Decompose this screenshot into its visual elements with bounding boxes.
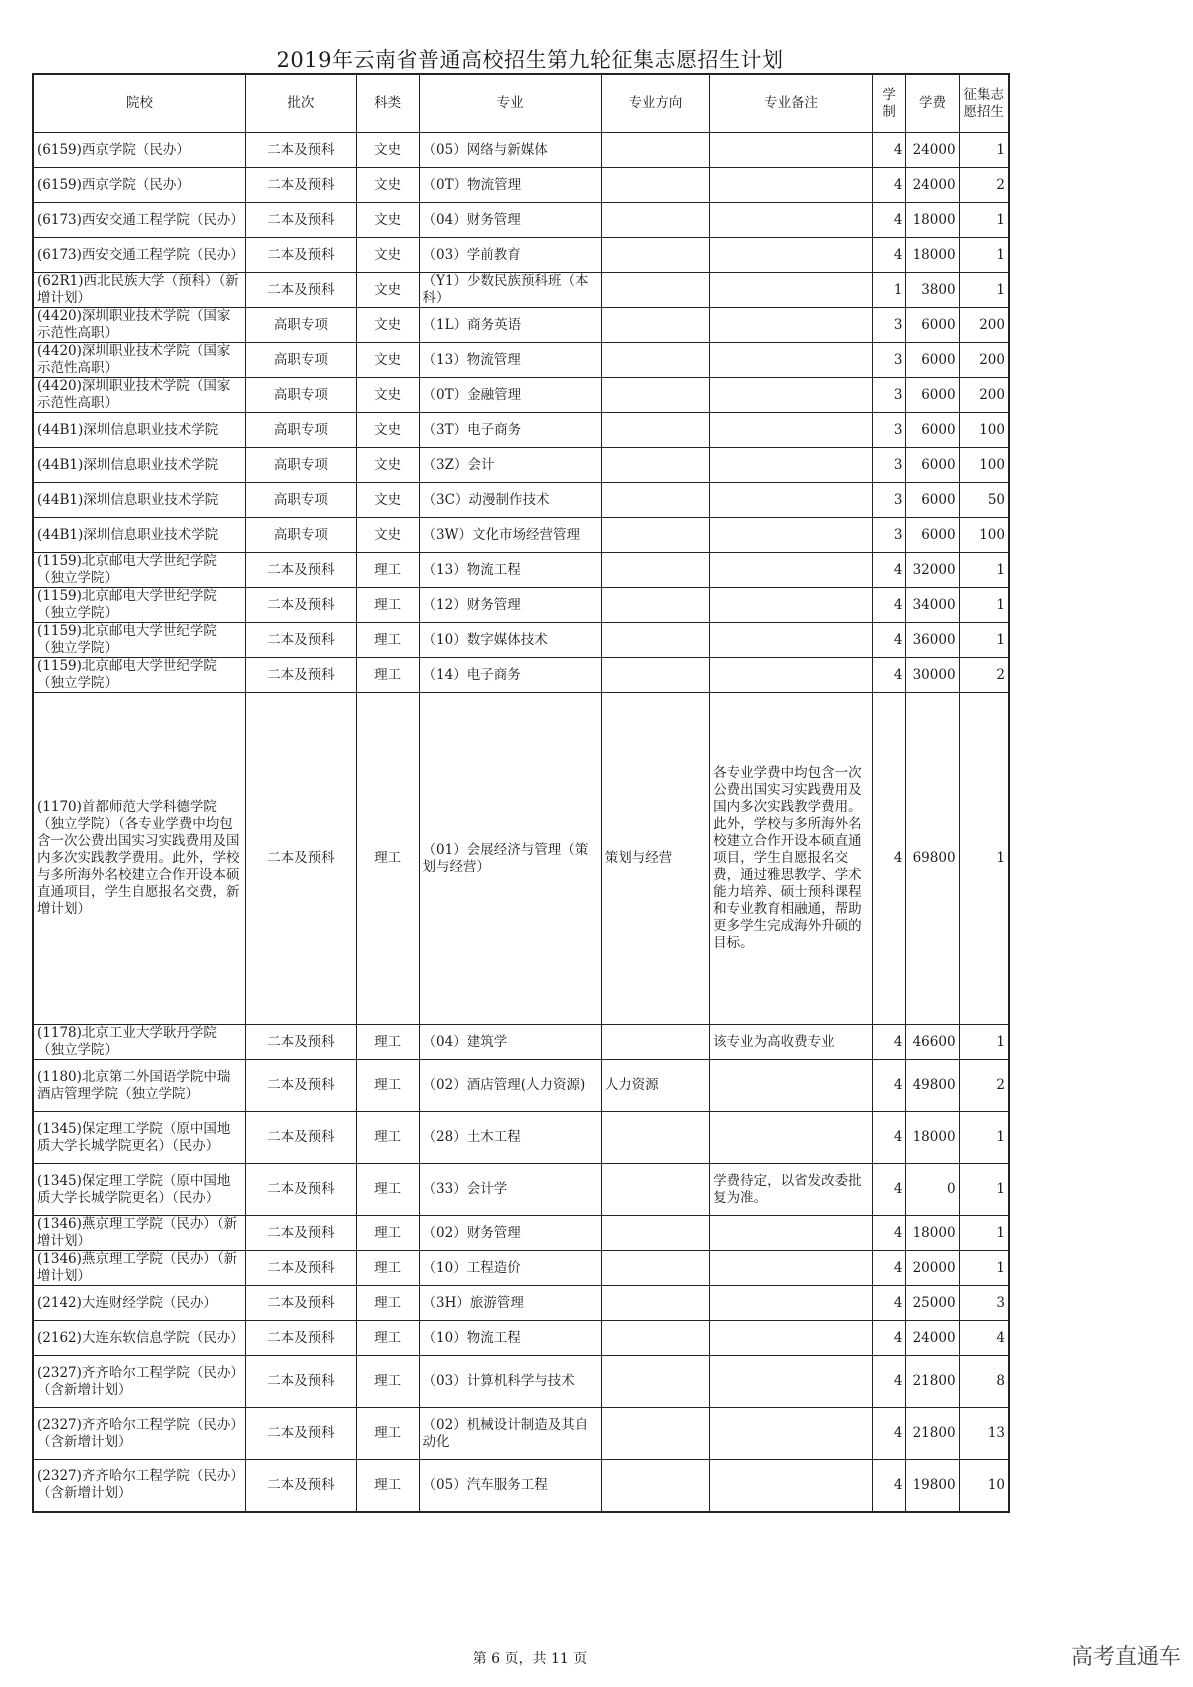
cell-major: （13）物流工程 [419, 553, 601, 588]
cell-fee: 20000 [906, 1251, 959, 1286]
cell-years: 3 [872, 448, 906, 483]
cell-major: （0T）物流管理 [419, 168, 601, 203]
table-row [33, 1460, 1009, 1512]
cell-fee: 3800 [906, 273, 959, 308]
cell-note [710, 378, 873, 413]
cell-count: 2 [959, 168, 1009, 203]
cell-years: 3 [872, 518, 906, 553]
cell-direction [601, 518, 709, 553]
cell-batch: 二本及预科 [246, 658, 357, 693]
cell-fee: 30000 [906, 658, 959, 693]
cell-batch: 高职专项 [246, 378, 357, 413]
cell-category: 文史 [356, 168, 419, 203]
table-body [33, 133, 1009, 1512]
table-row [33, 448, 1009, 483]
table-row [33, 1025, 1009, 1060]
cell-category: 理工 [356, 588, 419, 623]
header-batch: 批次 [246, 74, 357, 133]
cell-school: (4420)深圳职业技术学院（国家示范性高职） [33, 378, 246, 413]
cell-direction [601, 448, 709, 483]
table-row [33, 168, 1009, 203]
cell-years: 4 [872, 623, 906, 658]
table-row [33, 203, 1009, 238]
cell-school: (2162)大连东软信息学院（民办） [33, 1321, 246, 1356]
cell-count: 1 [959, 553, 1009, 588]
cell-count: 100 [959, 448, 1009, 483]
table-row [33, 1060, 1009, 1112]
cell-years: 3 [872, 483, 906, 518]
cell-school: (1159)北京邮电大学世纪学院（独立学院） [33, 658, 246, 693]
cell-school: (44B1)深圳信息职业技术学院 [33, 518, 246, 553]
cell-category: 文史 [356, 343, 419, 378]
cell-direction [601, 308, 709, 343]
cell-batch: 二本及预科 [246, 203, 357, 238]
cell-note [710, 1460, 873, 1512]
cell-category: 理工 [356, 1060, 419, 1112]
cell-batch: 二本及预科 [246, 133, 357, 168]
cell-batch: 二本及预科 [246, 1321, 357, 1356]
cell-major: （03）计算机科学与技术 [419, 1356, 601, 1408]
cell-note [710, 588, 873, 623]
cell-fee: 24000 [906, 168, 959, 203]
cell-batch: 高职专项 [246, 413, 357, 448]
cell-school: (1345)保定理工学院（原中国地质大学长城学院更名）（民办） [33, 1164, 246, 1216]
table-row [33, 1112, 1009, 1164]
table-row [33, 413, 1009, 448]
cell-note [710, 133, 873, 168]
cell-years: 4 [872, 133, 906, 168]
cell-note [710, 448, 873, 483]
cell-category: 文史 [356, 483, 419, 518]
table-row [33, 1408, 1009, 1460]
cell-category: 理工 [356, 693, 419, 1025]
cell-fee: 46600 [906, 1025, 959, 1060]
cell-fee: 18000 [906, 203, 959, 238]
cell-school: (6159)西京学院（民办） [33, 133, 246, 168]
cell-school: (6159)西京学院（民办） [33, 168, 246, 203]
cell-count: 50 [959, 483, 1009, 518]
cell-batch: 高职专项 [246, 518, 357, 553]
cell-school: (1170)首都师范大学科德学院（独立学院）（各专业学费中均包含一次公费出国实习实践费用及国内多次实践教学费用。此外，学校与多所海外名校建立合作开设本硕直通项目，学生自愿报名交费，新增计划） [33, 693, 246, 1025]
cell-years: 4 [872, 588, 906, 623]
cell-note: 各专业学费中均包含一次公费出国实习实践费用及国内多次实践教学费用。此外，学校与多所海外名校建立合作开设本硕直通项目，学生自愿报名交费，通过雅思教学、学术能力培养、硕士预科课程和专业教育相融通，帮助更多学生完成海外升硕的目标。 [710, 693, 873, 1025]
cell-category: 理工 [356, 1321, 419, 1356]
cell-count: 100 [959, 413, 1009, 448]
cell-category: 理工 [356, 1460, 419, 1512]
cell-fee: 6000 [906, 343, 959, 378]
cell-note [710, 1216, 873, 1251]
cell-count: 1 [959, 1164, 1009, 1216]
cell-batch: 二本及预科 [246, 623, 357, 658]
cell-direction [601, 1025, 709, 1060]
cell-major: （02）财务管理 [419, 1216, 601, 1251]
cell-direction [601, 238, 709, 273]
cell-years: 3 [872, 308, 906, 343]
header-direction: 专业方向 [601, 74, 709, 133]
cell-count: 1 [959, 1251, 1009, 1286]
cell-school: (1180)北京第二外国语学院中瑞酒店管理学院（独立学院） [33, 1060, 246, 1112]
cell-category: 理工 [356, 1286, 419, 1321]
cell-school: (1159)北京邮电大学世纪学院（独立学院） [33, 553, 246, 588]
cell-direction [601, 343, 709, 378]
cell-major: （13）物流管理 [419, 343, 601, 378]
cell-direction [601, 1408, 709, 1460]
cell-note [710, 1321, 873, 1356]
cell-direction [601, 378, 709, 413]
table-row [33, 483, 1009, 518]
cell-major: （02）酒店管理(人力资源) [419, 1060, 601, 1112]
cell-category: 理工 [356, 1112, 419, 1164]
cell-school: (4420)深圳职业技术学院（国家示范性高职） [33, 343, 246, 378]
cell-school: (6173)西安交通工程学院（民办） [33, 238, 246, 273]
cell-category: 文史 [356, 238, 419, 273]
cell-years: 4 [872, 1216, 906, 1251]
cell-school: (1346)燕京理工学院（民办）（新增计划） [33, 1216, 246, 1251]
header-note: 专业备注 [710, 74, 873, 133]
cell-category: 理工 [356, 553, 419, 588]
cell-batch: 二本及预科 [246, 588, 357, 623]
cell-years: 4 [872, 1164, 906, 1216]
cell-fee: 36000 [906, 623, 959, 658]
cell-count: 1 [959, 273, 1009, 308]
cell-category: 理工 [356, 1216, 419, 1251]
page-footer: 第 6 页，共 11 页 [472, 1651, 588, 1667]
cell-note [710, 203, 873, 238]
cell-years: 4 [872, 693, 906, 1025]
cell-batch: 二本及预科 [246, 693, 357, 1025]
cell-fee: 24000 [906, 133, 959, 168]
header-major: 专业 [419, 74, 601, 133]
cell-years: 4 [872, 168, 906, 203]
cell-count: 1 [959, 133, 1009, 168]
cell-major: （3T）电子商务 [419, 413, 601, 448]
cell-major: （3W）文化市场经营管理 [419, 518, 601, 553]
cell-fee: 18000 [906, 238, 959, 273]
cell-school: (6173)西安交通工程学院（民办） [33, 203, 246, 238]
cell-category: 理工 [356, 658, 419, 693]
cell-count: 1 [959, 1025, 1009, 1060]
cell-batch: 二本及预科 [246, 273, 357, 308]
cell-note [710, 1060, 873, 1112]
table-row [33, 623, 1009, 658]
cell-batch: 二本及预科 [246, 1164, 357, 1216]
cell-note [710, 658, 873, 693]
header-count: 征集志愿招生 [959, 74, 1009, 133]
cell-years: 4 [872, 1408, 906, 1460]
cell-batch: 二本及预科 [246, 1460, 357, 1512]
cell-fee: 25000 [906, 1286, 959, 1321]
cell-note [710, 308, 873, 343]
cell-batch: 二本及预科 [246, 1060, 357, 1112]
cell-category: 文史 [356, 273, 419, 308]
table-row [33, 1251, 1009, 1286]
cell-direction [601, 1321, 709, 1356]
cell-batch: 二本及预科 [246, 1356, 357, 1408]
cell-fee: 49800 [906, 1060, 959, 1112]
cell-category: 文史 [356, 413, 419, 448]
page-title: 2019年云南省普通高校招生第九轮征集志愿招生计划 [276, 48, 784, 72]
cell-count: 1 [959, 1112, 1009, 1164]
cell-note [710, 1112, 873, 1164]
cell-category: 文史 [356, 308, 419, 343]
cell-direction [601, 1112, 709, 1164]
cell-direction [601, 133, 709, 168]
table-row [33, 518, 1009, 553]
cell-category: 文史 [356, 448, 419, 483]
cell-years: 3 [872, 378, 906, 413]
cell-direction [601, 168, 709, 203]
cell-batch: 二本及预科 [246, 553, 357, 588]
cell-direction [601, 1251, 709, 1286]
cell-fee: 69800 [906, 693, 959, 1025]
table-row [33, 553, 1009, 588]
cell-school: (1346)燕京理工学院（民办）（新增计划） [33, 1251, 246, 1286]
table-row [33, 1216, 1009, 1251]
table-row [33, 1286, 1009, 1321]
cell-major: （3C）动漫制作技术 [419, 483, 601, 518]
cell-school: (4420)深圳职业技术学院（国家示范性高职） [33, 308, 246, 343]
cell-note [710, 413, 873, 448]
cell-years: 4 [872, 1460, 906, 1512]
table-row [33, 308, 1009, 343]
cell-major: （Y1）少数民族预科班（本科） [419, 273, 601, 308]
cell-major: （01）会展经济与管理（策划与经营） [419, 693, 601, 1025]
cell-count: 4 [959, 1321, 1009, 1356]
cell-school: (44B1)深圳信息职业技术学院 [33, 413, 246, 448]
cell-count: 1 [959, 693, 1009, 1025]
cell-major: （3Z）会计 [419, 448, 601, 483]
cell-direction [601, 623, 709, 658]
cell-note [710, 553, 873, 588]
cell-years: 4 [872, 1112, 906, 1164]
cell-note [710, 483, 873, 518]
cell-batch: 高职专项 [246, 343, 357, 378]
cell-batch: 二本及预科 [246, 1286, 357, 1321]
cell-batch: 二本及预科 [246, 1025, 357, 1060]
cell-fee: 18000 [906, 1112, 959, 1164]
cell-batch: 二本及预科 [246, 1112, 357, 1164]
cell-direction [601, 1286, 709, 1321]
cell-batch: 二本及预科 [246, 168, 357, 203]
cell-fee: 6000 [906, 483, 959, 518]
cell-count: 200 [959, 378, 1009, 413]
cell-count: 2 [959, 658, 1009, 693]
cell-school: (1345)保定理工学院（原中国地质大学长城学院更名）（民办） [33, 1112, 246, 1164]
cell-major: （03）学前教育 [419, 238, 601, 273]
cell-school: (62R1)西北民族大学（预科）（新增计划） [33, 273, 246, 308]
cell-major: （05）汽车服务工程 [419, 1460, 601, 1512]
cell-batch: 二本及预科 [246, 1251, 357, 1286]
cell-direction: 策划与经营 [601, 693, 709, 1025]
header-fee: 学费 [906, 74, 959, 133]
cell-batch: 高职专项 [246, 483, 357, 518]
cell-count: 200 [959, 343, 1009, 378]
cell-note [710, 273, 873, 308]
cell-school: (44B1)深圳信息职业技术学院 [33, 483, 246, 518]
cell-years: 3 [872, 413, 906, 448]
cell-count: 13 [959, 1408, 1009, 1460]
cell-count: 200 [959, 308, 1009, 343]
table-row [33, 1164, 1009, 1216]
cell-major: （05）网络与新媒体 [419, 133, 601, 168]
cell-fee: 19800 [906, 1460, 959, 1512]
table-row [33, 343, 1009, 378]
cell-fee: 6000 [906, 518, 959, 553]
cell-count: 3 [959, 1286, 1009, 1321]
cell-category: 理工 [356, 1356, 419, 1408]
cell-direction [601, 588, 709, 623]
cell-note [710, 238, 873, 273]
cell-note [710, 168, 873, 203]
cell-fee: 24000 [906, 1321, 959, 1356]
cell-note [710, 1408, 873, 1460]
cell-major: （10）工程造价 [419, 1251, 601, 1286]
cell-school: (1159)北京邮电大学世纪学院（独立学院） [33, 588, 246, 623]
cell-years: 4 [872, 238, 906, 273]
cell-category: 文史 [356, 203, 419, 238]
table-row [33, 273, 1009, 308]
cell-category: 理工 [356, 1164, 419, 1216]
cell-years: 4 [872, 1060, 906, 1112]
cell-note: 学费待定，以省发改委批复为准。 [710, 1164, 873, 1216]
cell-years: 4 [872, 1321, 906, 1356]
cell-direction [601, 1460, 709, 1512]
cell-fee: 34000 [906, 588, 959, 623]
cell-category: 文史 [356, 378, 419, 413]
cell-note: 该专业为高收费专业 [710, 1025, 873, 1060]
cell-batch: 二本及预科 [246, 1216, 357, 1251]
cell-fee: 6000 [906, 413, 959, 448]
cell-count: 1 [959, 588, 1009, 623]
cell-note [710, 1356, 873, 1408]
table-row [33, 693, 1009, 1025]
cell-major: （04）建筑学 [419, 1025, 601, 1060]
cell-school: (2327)齐齐哈尔工程学院（民办）（含新增计划） [33, 1408, 246, 1460]
cell-school: (2327)齐齐哈尔工程学院（民办）（含新增计划） [33, 1460, 246, 1512]
table-row [33, 378, 1009, 413]
cell-batch: 高职专项 [246, 308, 357, 343]
cell-major: （3H）旅游管理 [419, 1286, 601, 1321]
cell-batch: 二本及预科 [246, 1408, 357, 1460]
table-row [33, 658, 1009, 693]
cell-note [710, 518, 873, 553]
cell-direction [601, 413, 709, 448]
cell-category: 文史 [356, 518, 419, 553]
cell-major: （10）物流工程 [419, 1321, 601, 1356]
cell-major: （14）电子商务 [419, 658, 601, 693]
cell-fee: 6000 [906, 378, 959, 413]
cell-school: (1159)北京邮电大学世纪学院（独立学院） [33, 623, 246, 658]
cell-fee: 0 [906, 1164, 959, 1216]
cell-count: 1 [959, 203, 1009, 238]
cell-batch: 高职专项 [246, 448, 357, 483]
cell-direction [601, 553, 709, 588]
header-school: 院校 [33, 74, 246, 133]
cell-years: 4 [872, 658, 906, 693]
cell-school: (2142)大连财经学院（民办） [33, 1286, 246, 1321]
cell-category: 理工 [356, 623, 419, 658]
table-row [33, 588, 1009, 623]
cell-years: 4 [872, 1251, 906, 1286]
cell-count: 100 [959, 518, 1009, 553]
cell-years: 3 [872, 343, 906, 378]
watermark: 高考直通车 [1070, 1645, 1181, 1670]
cell-fee: 6000 [906, 308, 959, 343]
table-row [33, 1321, 1009, 1356]
cell-direction [601, 483, 709, 518]
cell-direction [601, 658, 709, 693]
cell-years: 4 [872, 553, 906, 588]
cell-years: 1 [872, 273, 906, 308]
cell-category: 理工 [356, 1025, 419, 1060]
cell-major: （04）财务管理 [419, 203, 601, 238]
cell-direction: 人力资源 [601, 1060, 709, 1112]
cell-note [710, 1286, 873, 1321]
cell-count: 1 [959, 1216, 1009, 1251]
cell-direction [601, 203, 709, 238]
cell-major: （1L）商务英语 [419, 308, 601, 343]
cell-school: (1178)北京工业大学耿丹学院（独立学院） [33, 1025, 246, 1060]
cell-fee: 18000 [906, 1216, 959, 1251]
cell-fee: 6000 [906, 448, 959, 483]
cell-school: (2327)齐齐哈尔工程学院（民办）（含新增计划） [33, 1356, 246, 1408]
cell-count: 10 [959, 1460, 1009, 1512]
cell-major: （33）会计学 [419, 1164, 601, 1216]
cell-school: (44B1)深圳信息职业技术学院 [33, 448, 246, 483]
cell-direction [601, 1164, 709, 1216]
cell-years: 4 [872, 1286, 906, 1321]
cell-fee: 21800 [906, 1356, 959, 1408]
cell-direction [601, 1216, 709, 1251]
table-row [33, 1356, 1009, 1408]
cell-direction [601, 273, 709, 308]
cell-category: 文史 [356, 133, 419, 168]
cell-note [710, 343, 873, 378]
cell-major: （28）土木工程 [419, 1112, 601, 1164]
header-years: 学制 [872, 74, 906, 133]
cell-count: 1 [959, 238, 1009, 273]
cell-direction [601, 1356, 709, 1408]
cell-fee: 21800 [906, 1408, 959, 1460]
header-row [33, 74, 1009, 133]
cell-note [710, 1251, 873, 1286]
cell-years: 4 [872, 203, 906, 238]
cell-count: 1 [959, 623, 1009, 658]
cell-count: 2 [959, 1060, 1009, 1112]
cell-count: 8 [959, 1356, 1009, 1408]
cell-major: （10）数字媒体技术 [419, 623, 601, 658]
cell-note [710, 623, 873, 658]
cell-major: （02）机械设计制造及其自动化 [419, 1408, 601, 1460]
table-row [33, 238, 1009, 273]
header-category: 科类 [356, 74, 419, 133]
cell-major: （0T）金融管理 [419, 378, 601, 413]
enrollment-plan-table [32, 73, 1010, 1513]
table-row [33, 133, 1009, 168]
cell-years: 4 [872, 1025, 906, 1060]
cell-fee: 32000 [906, 553, 959, 588]
cell-major: （12）财务管理 [419, 588, 601, 623]
cell-batch: 二本及预科 [246, 238, 357, 273]
cell-years: 4 [872, 1356, 906, 1408]
cell-category: 理工 [356, 1251, 419, 1286]
cell-category: 理工 [356, 1408, 419, 1460]
